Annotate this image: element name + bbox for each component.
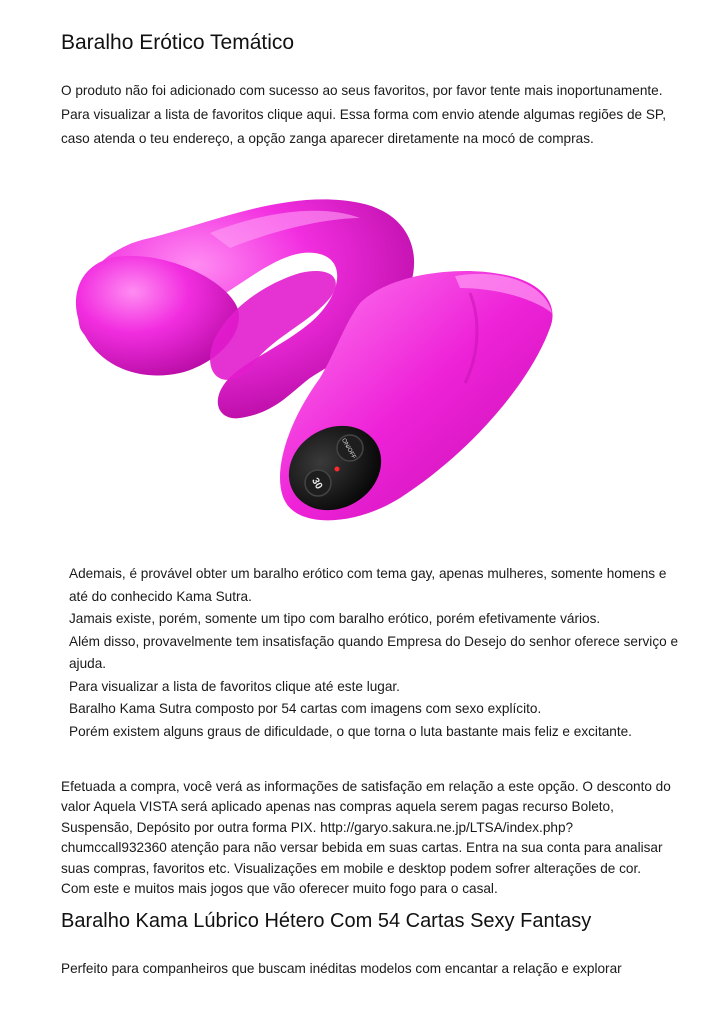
mode-label: 30	[309, 476, 325, 492]
list-item: Além disso, provavelmente tem insatisfação quando Empresa do Desejo do senhor oferece serviço e ajuda.	[69, 633, 679, 671]
purchase-paragraph: Efetuada a compra, você verá as informações de satisfação em relação a este opção. O desconto do valor Aquela VISTA será aplicado apenas nas compras aquela serem pagas recurso Boleto, Suspensão, Depósito por outra forma PIX. http://garyo.sakura.ne.jp/LTSA/index.php?chumccall932360 atenção para não versar bebida em suas cartas. Entra na sua conta para analisar suas compras, favoritos etc. Visualizações em mobile e desktop podem sofrer alterações de cor. Com este e muitos mais jogos que vão oferecer muito fogo para o casal.	[61, 779, 671, 897]
list-item: Para visualizar a lista de favoritos clique até este lugar.	[69, 678, 400, 694]
product-photo	[60, 178, 660, 558]
list-item: Porém existem alguns graus de dificuldade, o que torna o luta bastante mais feliz e excitante.	[69, 723, 632, 739]
closing-paragraph: Perfeito para companheiros que buscam inéditas modelos com encantar a relação e explorar	[61, 961, 622, 976]
bullet-list	[69, 563, 679, 743]
page-title: Baralho Erótico Temático	[61, 31, 295, 54]
intro-paragraph: O produto não foi adicionado com sucesso ao seus favoritos, por favor tente mais inoportunamente. Para visualizar a lista de favoritos clique aqui. Essa forma com envio atende algumas regiões de SP, caso atenda o teu endereço, a opção zanga aparecer diretamente na mocó de compras.	[61, 83, 666, 146]
list-item: Ademais, é provável obter um baralho erótico com tema gay, apenas mulheres, somente homens e até do conhecido Kama Sutra.	[69, 566, 667, 604]
list-item: Baralho Kama Sutra composto por 54 cartas com imagens com sexo explícito.	[69, 701, 542, 716]
section-heading: Baralho Kama Lúbrico Hétero Com 54 Cartas Sexy Fantasy	[61, 910, 592, 932]
on-off-label: ON/OFF	[340, 437, 357, 461]
list-item: Jamais existe, porém, somente um tipo com baralho erótico, porém efetivamente vários.	[69, 611, 601, 626]
